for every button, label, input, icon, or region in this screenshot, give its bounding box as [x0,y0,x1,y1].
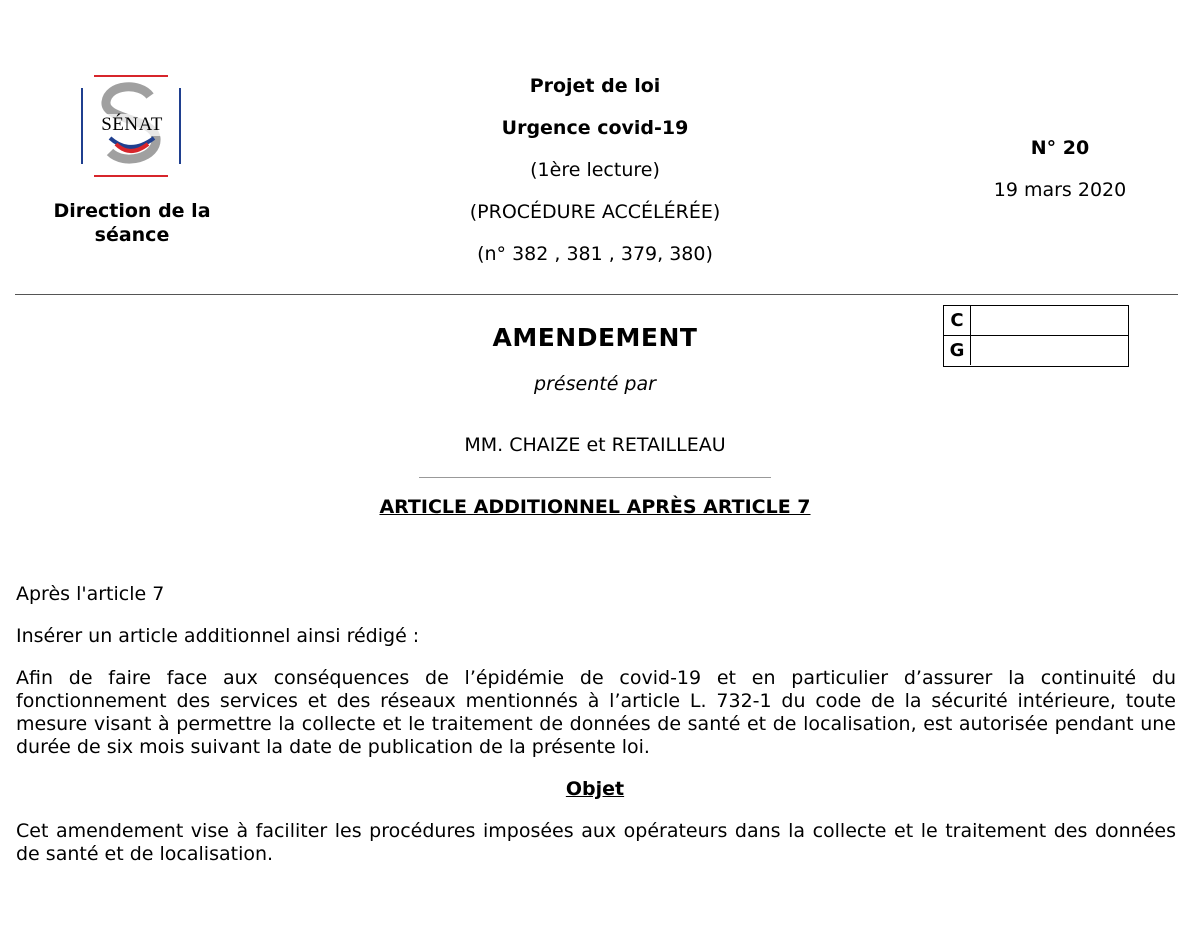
presented-by: présenté par [534,373,656,395]
cg-row-c [944,306,1128,336]
cg-letter-g: G [944,336,971,365]
procedure: (PROCÉDURE ACCÉLÉRÉE) [469,201,721,223]
bill-numbers: (n° 382 , 381 , 379, 380) [477,243,713,265]
direction-label: Direction de la séance [53,200,211,246]
header-divider [15,294,1178,295]
doc-type: Projet de loi [529,75,661,97]
body-paragraph-2: Insérer un article additionnel ainsi rédigé : [16,625,420,647]
body-paragraph-3: Afin de faire face aux conséquences de l’épidémie de covid-19 et en particulier d’assurer la continuité du fonctionnement des services et des réseaux mentionnés à l’article L. 732-1 du code de la sécurité intérieure, toute mesure visant à permettre la collecte et le traitement de données de santé et de localisation, est autorisée pendant une durée de six mois suivant la date de publication de la présente loi. [16,667,1176,758]
authors-divider [419,477,771,478]
cg-table [943,305,1129,367]
senat-logo [80,74,184,178]
body-paragraph-1: Après l'article 7 [16,583,165,605]
objet-text: Cet amendement vise à faciliter les procédures imposées aux opérateurs dans la collecte et le traitement des données de santé et de localisation. [16,820,1176,865]
objet-heading: Objet [565,778,625,800]
page-title: AMENDEMENT [492,323,698,352]
amendment-number: N° 20 [1030,137,1090,159]
reading: (1ère lecture) [530,159,660,181]
authors: MM. CHAIZE et RETAILLEAU [464,434,726,456]
amendment-date: 19 mars 2020 [993,179,1127,201]
article-heading: ARTICLE ADDITIONNEL APRÈS ARTICLE 7 [379,496,811,518]
bill-name: Urgence covid-19 [501,117,689,139]
cg-row-g [944,336,1128,365]
cg-letter-c: C [944,306,971,335]
logo-text: SÉNAT [86,114,178,136]
